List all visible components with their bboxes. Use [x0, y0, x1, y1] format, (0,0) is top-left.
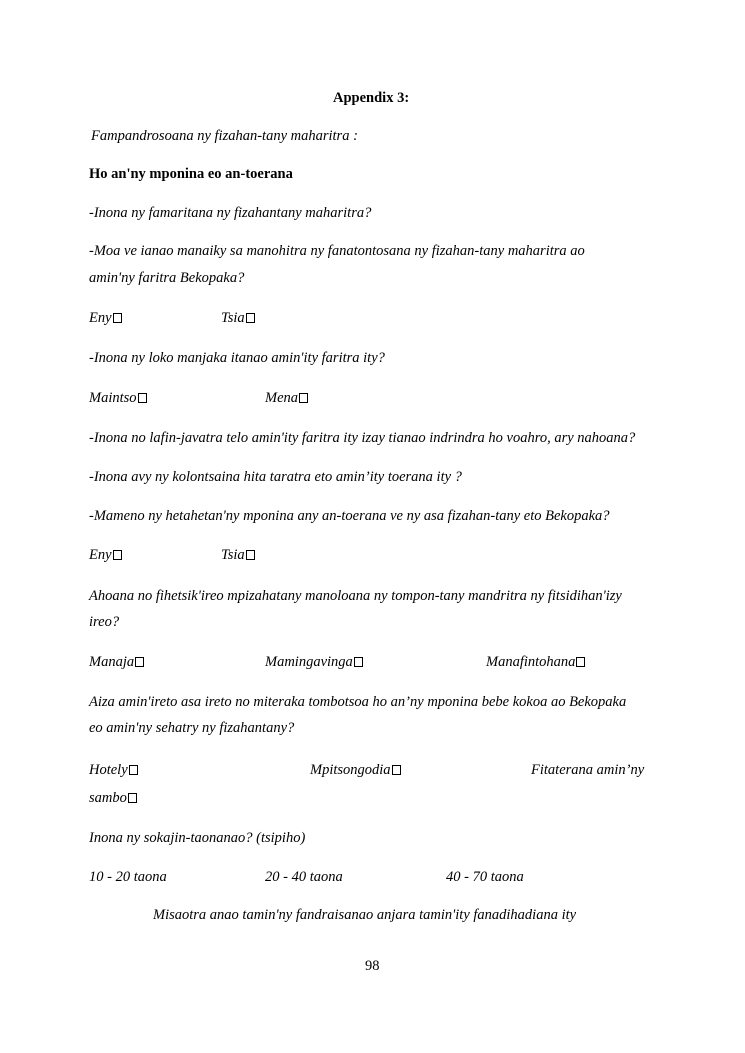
option-eny-label: Eny — [89, 310, 112, 326]
option-mpitsongodia — [310, 763, 401, 778]
question-4: -Inona no lafin-javatra telo amin'ity faritra ity izay tianao indrindra ho voahro, ary nahoana? — [89, 430, 636, 446]
option-hotely-label: Hotely — [89, 762, 128, 778]
question-3: -Inona ny loko manjaka itanao amin'ity faritra ity? — [89, 350, 385, 366]
option-eny — [89, 311, 122, 326]
checkbox-hotely[interactable] — [129, 765, 138, 775]
section-heading: Ho an'ny mponina eo an-toerana — [89, 166, 293, 182]
option-mpitsongodia-label: Mpitsongodia — [310, 762, 391, 778]
option-tsia — [221, 311, 255, 326]
checkbox-mena[interactable] — [299, 393, 308, 403]
checkbox-tsia[interactable] — [246, 313, 255, 323]
question-7-line-1: Ahoana no fihetsik'ireo mpizahatany manoloana ny tompon-tany mandritra ny fitsidihan'izy — [89, 588, 622, 604]
option-tsia-label: Tsia — [221, 310, 245, 326]
option-maintso — [89, 391, 147, 406]
option-tsia-2-label: Tsia — [221, 547, 245, 563]
option-maintso-label: Maintso — [89, 390, 137, 406]
subtitle: Fampandrosoana ny fizahan-tany maharitra : — [91, 128, 358, 144]
option-mena-label: Mena — [265, 390, 299, 406]
option-eny-2 — [89, 548, 122, 563]
option-manafintohana-label: Manafintohana — [486, 654, 576, 670]
checkbox-eny-2[interactable] — [113, 550, 122, 560]
option-mena — [265, 391, 308, 406]
option-mamingavinga — [265, 655, 363, 670]
checkbox-manafintohana[interactable] — [576, 657, 585, 667]
age-option-3[interactable]: 40 - 70 taona — [446, 869, 524, 885]
question-6: -Mameno ny hetahetan'ny mponina any an-toerana ve ny asa fizahan-tany eto Bekopaka? — [89, 508, 610, 524]
option-hotely — [89, 763, 138, 778]
option-manaja-label: Manaja — [89, 654, 135, 670]
option-eny-2-label: Eny — [89, 547, 112, 563]
question-5: -Inona avy ny kolontsaina hita taratra eto amin’ity toerana ity ? — [89, 469, 462, 485]
closing-thanks: Misaotra anao tamin'ny fandraisanao anjara tamin'ity fanadihadiana ity — [153, 907, 577, 923]
question-2-line-2: amin'ny faritra Bekopaka? — [89, 270, 245, 286]
question-8-line-1: Aiza amin'ireto asa ireto no miteraka tombotsoa ho an’ny mponina bebe kokoa ao Bekopaka — [89, 694, 627, 710]
option-manafintohana — [486, 655, 585, 670]
checkbox-mpitsongodia[interactable] — [392, 765, 401, 775]
option-fitaterana-label: sambo — [89, 790, 127, 806]
question-8-line-2: eo amin'ny sehatry ny fizahantany? — [89, 720, 295, 736]
page-number: 98 — [365, 958, 380, 974]
checkbox-tsia-2[interactable] — [246, 550, 255, 560]
question-2-line-1: -Moa ve ianao manaiky sa manohitra ny fanatontosana ny fizahan-tany maharitra ao — [89, 243, 585, 259]
question-1: -Inona ny famaritana ny fizahantany maharitra? — [89, 205, 372, 221]
page-title: Appendix 3: — [333, 90, 410, 106]
checkbox-manaja[interactable] — [135, 657, 144, 667]
age-option-1[interactable]: 10 - 20 taona — [89, 869, 167, 885]
checkbox-maintso[interactable] — [138, 393, 147, 403]
option-mamingavinga-label: Mamingavinga — [265, 654, 353, 670]
checkbox-fitaterana[interactable] — [128, 793, 137, 803]
option-fitaterana-line-1: Fitaterana amin’ny — [531, 762, 645, 778]
option-manaja — [89, 655, 144, 670]
option-tsia-2 — [221, 548, 255, 563]
question-7-line-2: ireo? — [89, 614, 120, 630]
question-9: Inona ny sokajin-taonanao? (tsipiho) — [89, 830, 306, 846]
age-option-2[interactable]: 20 - 40 taona — [265, 869, 343, 885]
checkbox-mamingavinga[interactable] — [354, 657, 363, 667]
option-fitaterana-line-2 — [89, 791, 137, 806]
checkbox-eny[interactable] — [113, 313, 122, 323]
